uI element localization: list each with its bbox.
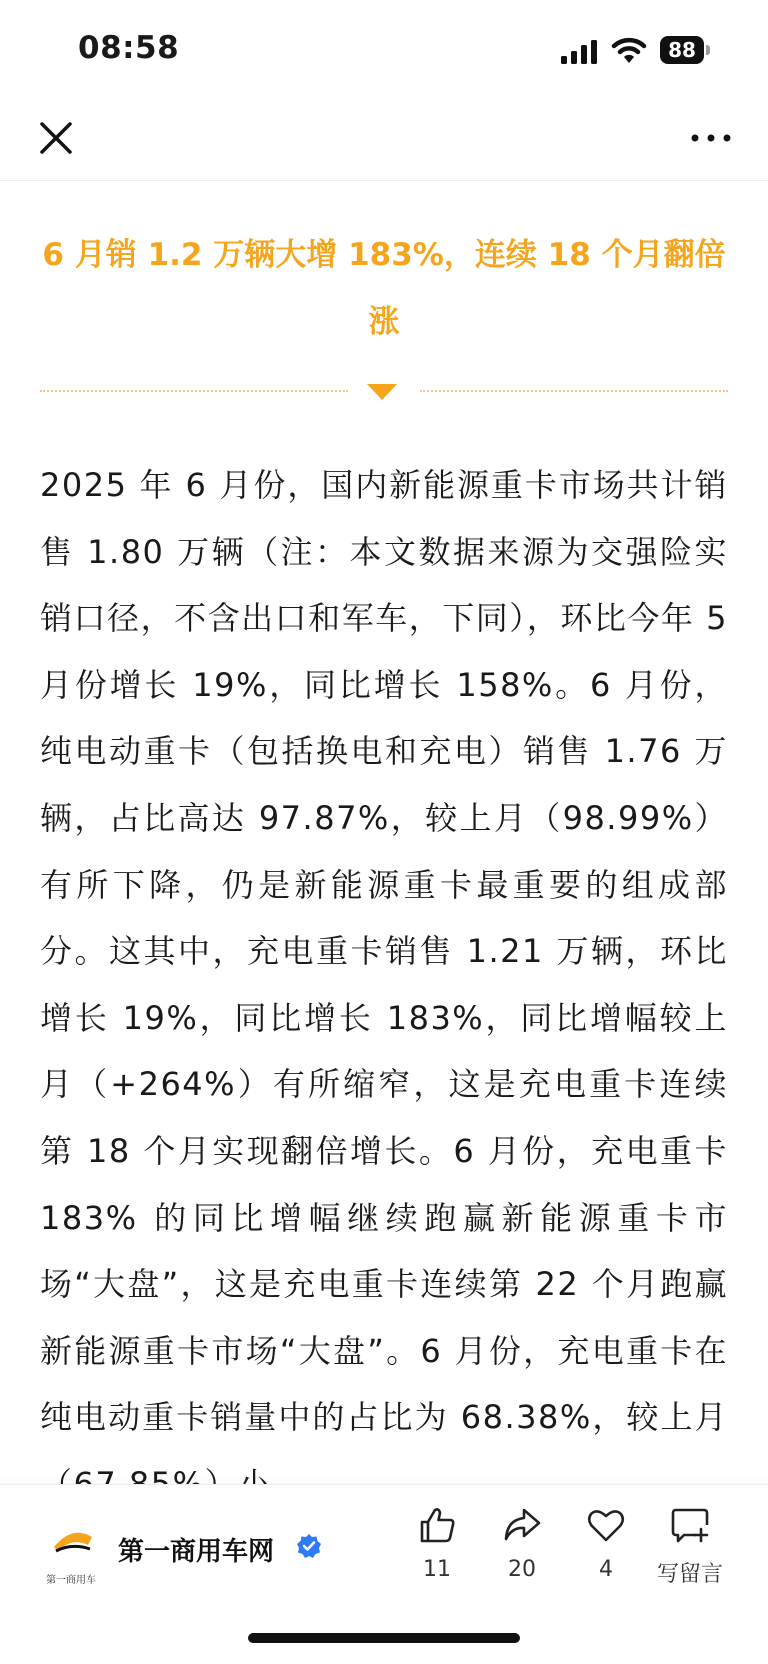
account-name[interactable]: 第一商用车网 [118, 1537, 275, 1567]
like-icon [417, 1505, 457, 1545]
favorite-button[interactable] [566, 1505, 646, 1582]
share-button[interactable] [482, 1505, 562, 1582]
account-logo[interactable] [48, 1521, 96, 1569]
favorite-count: 4 [599, 1557, 613, 1582]
article-paragraph: 2025 年 6 月份，国内新能源重卡市场共计销售 1.80 万辆（注：本文数据来源为交强险实销口径，不含出口和军车，下同），环比今年 5 月份增长 19%，同比增长 158%。6 月份，纯电动重卡（包括换电和充电）销售 1.76 万辆，占比高达 97.87%，较上月（98.99%）有所下降，仍是新能源重卡最重要的组成部分。这其中，充电重卡销售 1.21 万辆，环比增长 19%，同比增长 183%，同比增幅较上月（+264%）有所缩窄，这是充电重卡连续第 18 个月实现翻倍增长。6 月份，充电重卡 183% 的同比增幅继续跑赢新能源重卡市场“大盘”，这是充电重卡连续第 22 个月跑赢新能源重卡市场“大盘”。6 月份，充电重卡在纯电动重卡销量中的占比为 68.38%，较上月 [40, 466, 728, 1437]
comment-button[interactable] [650, 1505, 730, 1588]
divider-line-right [420, 390, 728, 392]
like-button[interactable] [397, 1505, 477, 1582]
status-bar [0, 0, 768, 100]
logo-caption: 第一商用车 [46, 1575, 96, 1586]
battery-icon [660, 36, 712, 66]
signal-icon [561, 40, 599, 64]
home-indicator [248, 1633, 520, 1643]
article-title: 6 月销 1.2 万辆大增 183%，连续 18 个月翻倍涨 [42, 237, 726, 340]
wifi-icon [612, 36, 646, 64]
article-body[interactable] [40, 452, 728, 1480]
favorite-icon [586, 1505, 626, 1545]
like-count: 11 [423, 1557, 451, 1582]
nav-bar [0, 100, 768, 181]
more-icon[interactable] [686, 120, 736, 156]
share-icon [502, 1505, 542, 1545]
share-count: 20 [508, 1557, 536, 1582]
comment-label: 写留言 [656, 1562, 723, 1587]
title-divider [40, 382, 728, 402]
close-icon[interactable] [34, 116, 78, 160]
verified-icon [296, 1533, 322, 1559]
triangle-down-icon [367, 384, 397, 400]
comment-icon [670, 1505, 710, 1545]
status-time: 08:58 [78, 30, 180, 66]
divider-line-left [40, 390, 348, 392]
battery-level: 88 [660, 36, 704, 64]
battery-tip [706, 45, 710, 55]
